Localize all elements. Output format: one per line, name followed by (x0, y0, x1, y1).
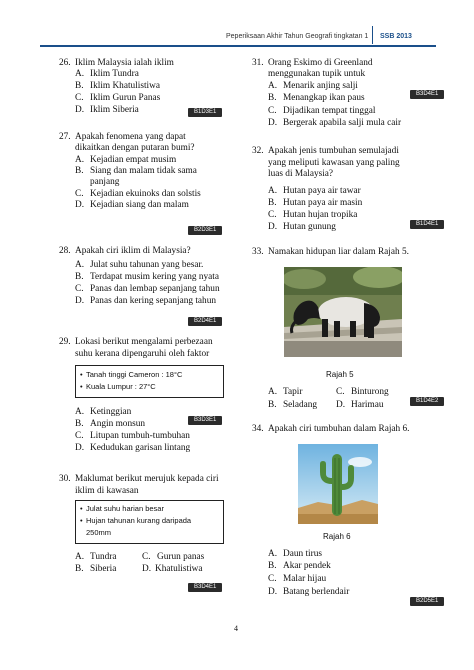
question-stem: Namakan hidupan liar dalam Rajah 5. (268, 247, 409, 257)
option-c: Malar hijau (283, 574, 327, 584)
question-number: 26. (59, 58, 71, 68)
option-letter: C. (75, 284, 84, 294)
option-letter: C. (75, 189, 84, 199)
option-c: Gurun panas (157, 552, 205, 562)
figure-caption: Rajah 5 (326, 370, 354, 379)
question-number: 33. (252, 247, 264, 257)
option-letter: C. (336, 387, 345, 397)
option-b: Siberia (90, 564, 117, 574)
question-stem: Orang Eskimo di Greenland (268, 58, 373, 68)
option-c: Litupan tumbuh-tumbuhan (90, 431, 190, 441)
option-letter: A. (75, 260, 85, 270)
info-item-cont: 250mm (86, 528, 112, 537)
option-letter: B. (268, 400, 277, 410)
question-stem: Apakah ciri tumbuhan dalam Rajah 6. (268, 424, 410, 434)
bullet-icon: • (80, 370, 83, 379)
option-letter: B. (75, 81, 84, 91)
option-b: Terdapat musim kering yang nyata (90, 272, 219, 282)
question-stem: Lokasi berikut mengalami perbezaan (75, 337, 213, 347)
option-d: Kejadian siang dan malam (90, 200, 189, 210)
header-title: Peperiksaan Akhir Tahun Geografi tingkatan 1 (226, 33, 369, 40)
question-code: B1D3E1 (188, 108, 222, 117)
question-stem: yang meliputi kawasan yang paling (268, 158, 400, 168)
option-letter: D. (268, 587, 278, 597)
option-c: Dijadikan tempat tinggal (283, 106, 376, 116)
option-letter: A. (268, 387, 278, 397)
option-letter: B. (75, 272, 84, 282)
info-item: Hujan tahunan kurang daripada (86, 516, 192, 525)
option-letter: D. (336, 400, 346, 410)
option-letter: A. (75, 552, 85, 562)
option-d: Khatulistiwa (155, 564, 203, 574)
option-a: Ketinggian (90, 407, 132, 417)
option-letter: D. (75, 200, 85, 210)
option-letter: D. (75, 296, 85, 306)
tapir-photo (284, 267, 402, 357)
option-a: Hutan paya air tawar (283, 186, 361, 196)
question-number: 30. (59, 474, 71, 484)
option-letter: A. (75, 155, 85, 165)
header-divider (372, 26, 373, 44)
option-c: Hutan hujan tropika (283, 210, 358, 220)
option-a: Tapir (283, 387, 303, 397)
option-d: Hutan gunung (283, 222, 336, 232)
option-letter: B. (268, 93, 277, 103)
question-number: 27. (59, 132, 71, 142)
option-b: Hutan paya air masin (283, 198, 363, 208)
option-d: Kedudukan garisan lintang (90, 443, 191, 453)
question-code: B3D4E1 (188, 583, 222, 592)
option-letter: D. (142, 564, 152, 574)
question-code: B3D3E1 (188, 416, 222, 425)
option-c: Iklim Gurun Panas (90, 93, 161, 103)
question-stem: menggunakan tupik untuk (268, 69, 366, 79)
option-d: Panas dan kering sepanjang tahun (90, 296, 216, 306)
question-stem: iklim di kawasan (75, 486, 139, 496)
info-item: Kuala Lumpur : 27°C (86, 382, 156, 391)
question-number: 28. (59, 246, 71, 256)
header-school: SSB 2013 (380, 33, 412, 40)
option-a: Kejadian empat musim (90, 155, 177, 165)
question-code: B1D4E2 (410, 397, 444, 406)
option-b-cont: panjang (90, 177, 120, 187)
option-letter: D. (268, 222, 278, 232)
bullet-icon: • (80, 382, 83, 391)
option-letter: B. (75, 564, 84, 574)
option-letter: C. (268, 106, 277, 116)
question-code: B1D4E1 (410, 220, 444, 229)
option-b: Angin monsun (90, 419, 146, 429)
option-d: Batang berlendair (283, 587, 350, 597)
option-a: Daun tirus (283, 549, 322, 559)
option-d: Harimau (351, 400, 384, 410)
option-letter: D. (268, 118, 278, 128)
bullet-icon: • (80, 504, 83, 513)
option-a: Menarik anjing salji (283, 81, 358, 91)
cactus-photo (298, 444, 378, 524)
question-number: 31. (252, 58, 264, 68)
option-letter: C. (268, 210, 277, 220)
question-code: B3D4E1 (410, 90, 444, 99)
option-b: Iklim Khatulistiwa (90, 81, 160, 91)
figure-caption: Rajah 6 (323, 532, 351, 541)
option-letter: A. (268, 549, 278, 559)
option-letter: D. (75, 443, 85, 453)
question-number: 29. (59, 337, 71, 347)
question-stem: Iklim Malaysia ialah iklim (75, 58, 174, 68)
option-letter: C. (75, 93, 84, 103)
option-letter: D. (75, 105, 85, 115)
question-stem: Apakah jenis tumbuhan semulajadi (268, 146, 399, 156)
option-letter: B. (268, 561, 277, 571)
option-letter: C. (75, 431, 84, 441)
option-b: Akar pendek (283, 561, 331, 571)
question-stem: luas di Malaysia? (268, 169, 334, 179)
option-b: Menangkap ikan paus (283, 93, 365, 103)
question-code: B2D3E1 (188, 226, 222, 235)
option-b: Siang dan malam tidak sama (90, 166, 197, 176)
option-letter: C. (142, 552, 151, 562)
info-item: Julat suhu harian besar (86, 504, 164, 513)
option-a: Julat suhu tahunan yang besar. (90, 260, 204, 270)
option-c: Panas dan lembap sepanjang tahun (90, 284, 220, 294)
question-stem: Apakah ciri iklim di Malaysia? (75, 246, 191, 256)
question-number: 32. (252, 146, 264, 156)
option-letter: A. (268, 81, 278, 91)
bullet-icon: • (80, 516, 83, 525)
header-rule (40, 45, 436, 47)
option-d: Iklim Siberia (90, 105, 139, 115)
option-c: Binturong (351, 387, 389, 397)
question-stem: Apakah fenomena yang dapat (75, 132, 186, 142)
option-c: Kejadian ekuinoks dan solstis (90, 189, 201, 199)
page-number: 4 (234, 624, 238, 633)
question-number: 34. (252, 424, 264, 434)
option-b: Seladang (283, 400, 318, 410)
question-code: B2D5E1 (410, 597, 444, 606)
question-stem: suhu kerana dipengaruhi oleh faktor (75, 349, 210, 359)
option-letter: B. (268, 198, 277, 208)
option-letter: C. (268, 574, 277, 584)
option-letter: B. (75, 166, 84, 176)
option-a: Tundra (90, 552, 117, 562)
question-code: B2D4E1 (188, 317, 222, 326)
option-letter: A. (75, 407, 85, 417)
info-item: Tanah tinggi Cameron : 18°C (86, 370, 183, 379)
option-letter: A. (75, 69, 85, 79)
question-stem: dikaitkan dengan putaran bumi? (75, 143, 195, 153)
option-letter: B. (75, 419, 84, 429)
question-stem: Maklumat berikut merujuk kepada ciri (75, 474, 219, 484)
option-a: Iklim Tundra (90, 69, 139, 79)
option-letter: A. (268, 186, 278, 196)
option-d: Bergerak apabila salji mula cair (283, 118, 402, 128)
